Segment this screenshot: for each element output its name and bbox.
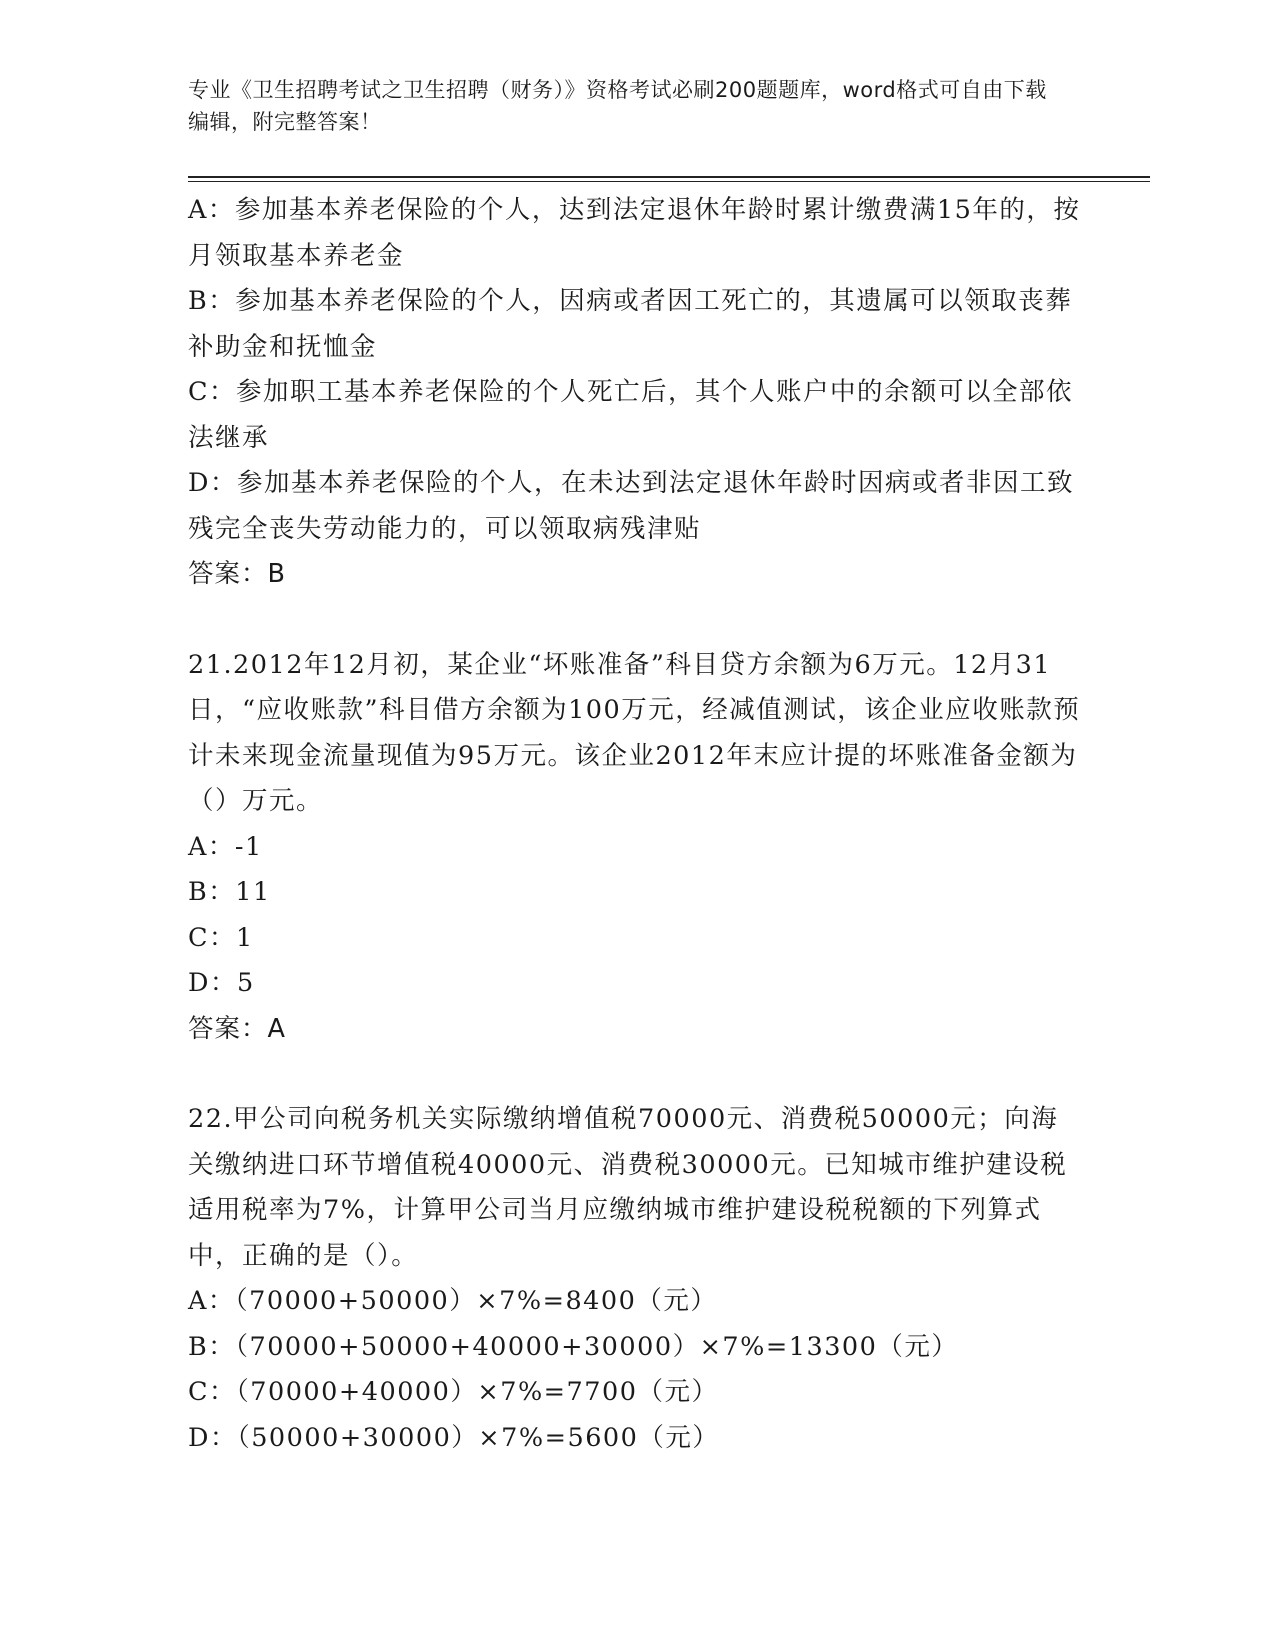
spacer (188, 598, 1083, 643)
option-c: C：1 (188, 922, 254, 953)
option-d: D：（50000+30000）×7%=5600（元） (188, 1422, 720, 1453)
spacer (188, 1052, 1083, 1097)
document-header: 专业《卫生招聘考试之卫生招聘（财务）》资格考试必刷200题题库，word格式可自由下载编辑，附完整答案！ (188, 78, 1047, 134)
option-a: A：（70000+50000）×7%=8400（元） (188, 1286, 718, 1316)
option-d: D：参加基本养老保险的个人，在未达到法定退休年龄时因病或者非因工致残完全丧失劳动能力的，可以领取病残津贴 (188, 468, 1074, 544)
option-b: B：（70000+50000+40000+30000）×7%=13300（元） (188, 1331, 959, 1362)
question-stem: 22.甲公司向税务机关实际缴纳增值税70000元、消费税50000元；向海关缴纳进口环节增值税40000元、消费税30000元。已知城市维护建设税适用税率为7%，计算甲公司当月应缴纳城市维护建设税税额的下列算式中，正确的是（）。 (188, 1104, 1068, 1271)
answer: 答案：A (188, 1013, 286, 1044)
option-a: A：-1 (188, 831, 263, 862)
option-c: C：参加职工基本养老保险的个人死亡后，其个人账户中的余额可以全部依法继承 (188, 377, 1074, 453)
header-rule-thick (188, 176, 1150, 178)
document-body (188, 188, 1083, 1461)
question-20 (188, 188, 1083, 598)
option-c: C：（70000+40000）×7%=7700（元） (188, 1377, 719, 1407)
header-rule-thin (188, 181, 1150, 182)
question-21 (188, 643, 1083, 1053)
option-b: B：11 (188, 877, 271, 907)
question-22 (188, 1097, 1083, 1461)
option-b: B：参加基本养老保险的个人，因病或者因工死亡的，其遗属可以领取丧葬补助金和抚恤金 (188, 286, 1073, 362)
question-stem: 21.2012年12月初，某企业“坏账准备”科目贷方余额为6万元。12月31日，“应收账款”科目借方余额为100万元，经减值测试，该企业应收账款预计未来现金流量现值为95万元。该企业2012年末应计提的坏账准备金额为（）万元。 (188, 649, 1081, 816)
option-a: A：参加基本养老保险的个人，达到法定退休年龄时累计缴费满15年的，按月领取基本养老金 (188, 195, 1081, 271)
option-d: D：5 (188, 968, 255, 998)
answer: 答案：B (188, 559, 286, 589)
